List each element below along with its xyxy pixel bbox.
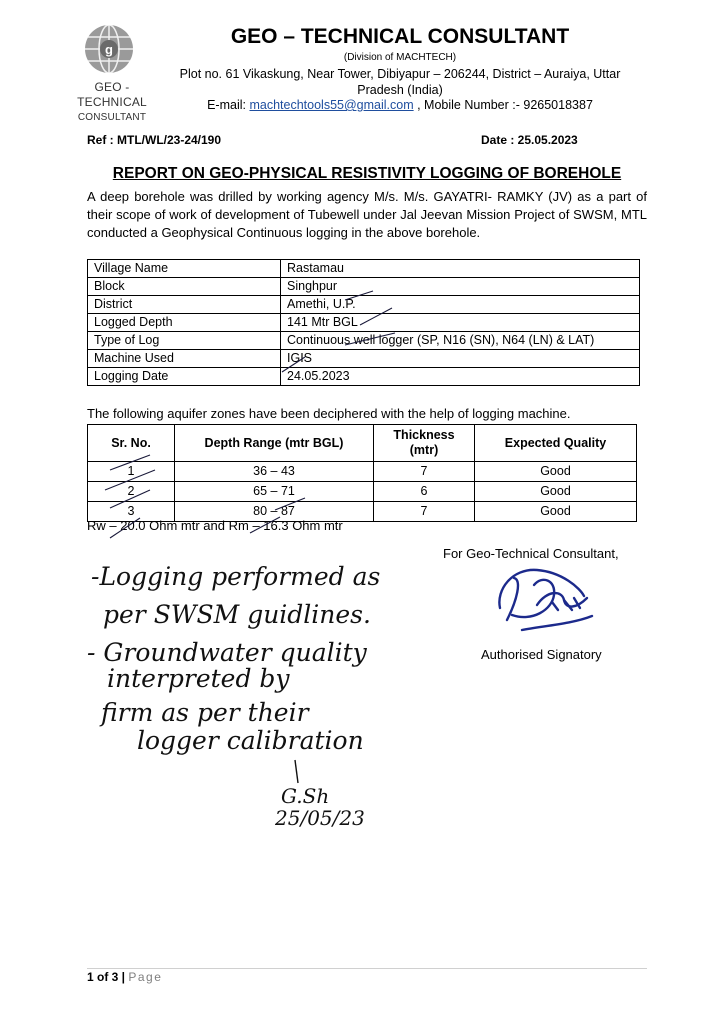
mobile-number: , Mobile Number :- 9265018387 [413,98,593,112]
rw-rm-line: Rw – 20.0 Ohm mtr and Rm – 16.3 Ohm mtr [87,518,343,533]
info-row [88,368,640,386]
handwriting-line: G.Sh [281,784,330,808]
page-separator: | [118,970,129,984]
handwriting-line: 25/05/23 [275,806,365,830]
info-row [88,314,640,332]
aquifer-intro: The following aquifer zones have been deciphered with the help of logging machine. [87,406,571,421]
info-label: Logged Depth [88,314,281,332]
header-expected-quality: Expected Quality [475,425,637,462]
info-value: Amethi, U.P. [281,296,640,314]
aquifer-sr: 2 [88,482,175,502]
logo-text [62,80,162,125]
aquifer-header-row [88,425,637,462]
handwritten-note [85,555,415,835]
info-row [88,296,640,314]
info-value: Continuous well logger (SP, N16 (SN), N64 (LN) & LAT) [281,332,640,350]
logo-line-1: GEO - TECHNICAL [77,80,147,109]
aquifer-thickness: 7 [374,502,475,522]
handwriting-line: per SWSM guidlines. [103,600,371,629]
aquifer-sr: 1 [88,462,175,482]
info-row [88,260,640,278]
info-value: Rastamau [281,260,640,278]
aquifer-quality: Good [475,502,637,522]
aquifer-depth: 36 – 43 [175,462,374,482]
email-label: E-mail: [207,98,250,112]
info-label: District [88,296,281,314]
logo-letter: g [105,42,113,57]
reference-number: Ref : MTL/WL/23-24/190 [87,133,222,147]
header-depth-range: Depth Range (mtr BGL) [175,425,374,462]
info-row [88,350,640,368]
aquifer-quality: Good [475,482,637,502]
info-label: Village Name [88,260,281,278]
intro-paragraph: A deep borehole was drilled by working agency M/s. M/s. GAYATRI- RAMKY (JV) as a part of their scope of work of development of Tubewell under Jal Jeevan Mission Project of SWSM, MTL conducted a Geophysical Continuous logging in the above borehole. [87,189,647,240]
handwriting-line: logger calibration [137,726,364,755]
footer-divider [87,968,647,969]
aquifer-row [88,482,637,502]
info-row [88,278,640,296]
header-thickness: Thickness (mtr) [374,425,475,462]
division-line: (Division of MACHTECH) [343,52,457,63]
logo-line-2: CONSULTANT [77,112,147,123]
aquifer-thickness: 6 [374,482,475,502]
company-name: GEO – TECHNICAL CONSULTANT [230,25,570,48]
page-footer [87,970,162,984]
handwriting-line: interpreted by [107,664,290,693]
page-number: 1 of 3 [87,970,119,984]
handwriting-line: -Logging performed as [91,562,381,591]
borehole-info-table [87,259,640,386]
email-link[interactable]: machtechtools55@gmail.com [249,98,414,112]
info-value: 141 Mtr BGL [281,314,640,332]
authorised-signatory: Authorised Signatory [481,647,602,662]
aquifer-sr: 3 [88,502,175,522]
contact-line [170,98,630,112]
aquifer-quality: Good [475,462,637,482]
info-label: Logging Date [88,368,281,386]
info-value: IGIS [281,350,640,368]
handwriting-line: - Groundwater quality [87,638,367,667]
address: Plot no. 61 Vikaskung, Near Tower, Dibiyapur – 206244, District – Auraiya, Uttar Pradesh (India) [179,67,621,97]
info-value: Singhpur [281,278,640,296]
report-date: Date : 25.05.2023 [481,133,578,147]
aquifer-thickness: 7 [374,462,475,482]
info-row [88,332,640,350]
page-label: Page [128,970,163,984]
aquifer-depth: 80 – 87 [175,502,374,522]
aquifer-row [88,462,637,482]
info-label: Machine Used [88,350,281,368]
info-label: Type of Log [88,332,281,350]
info-value: 24.05.2023 [281,368,640,386]
handwriting-line: firm as per their [101,698,309,727]
info-label: Block [88,278,281,296]
header-sr-no: Sr. No. [88,425,175,462]
for-company-line: For Geo-Technical Consultant, [443,546,619,561]
signature-stamp [492,560,597,640]
aquifer-table [87,424,637,522]
aquifer-depth: 65 – 71 [175,482,374,502]
report-title: REPORT ON GEO-PHYSICAL RESISTIVITY LOGGING OF BOREHOLE [112,165,622,182]
